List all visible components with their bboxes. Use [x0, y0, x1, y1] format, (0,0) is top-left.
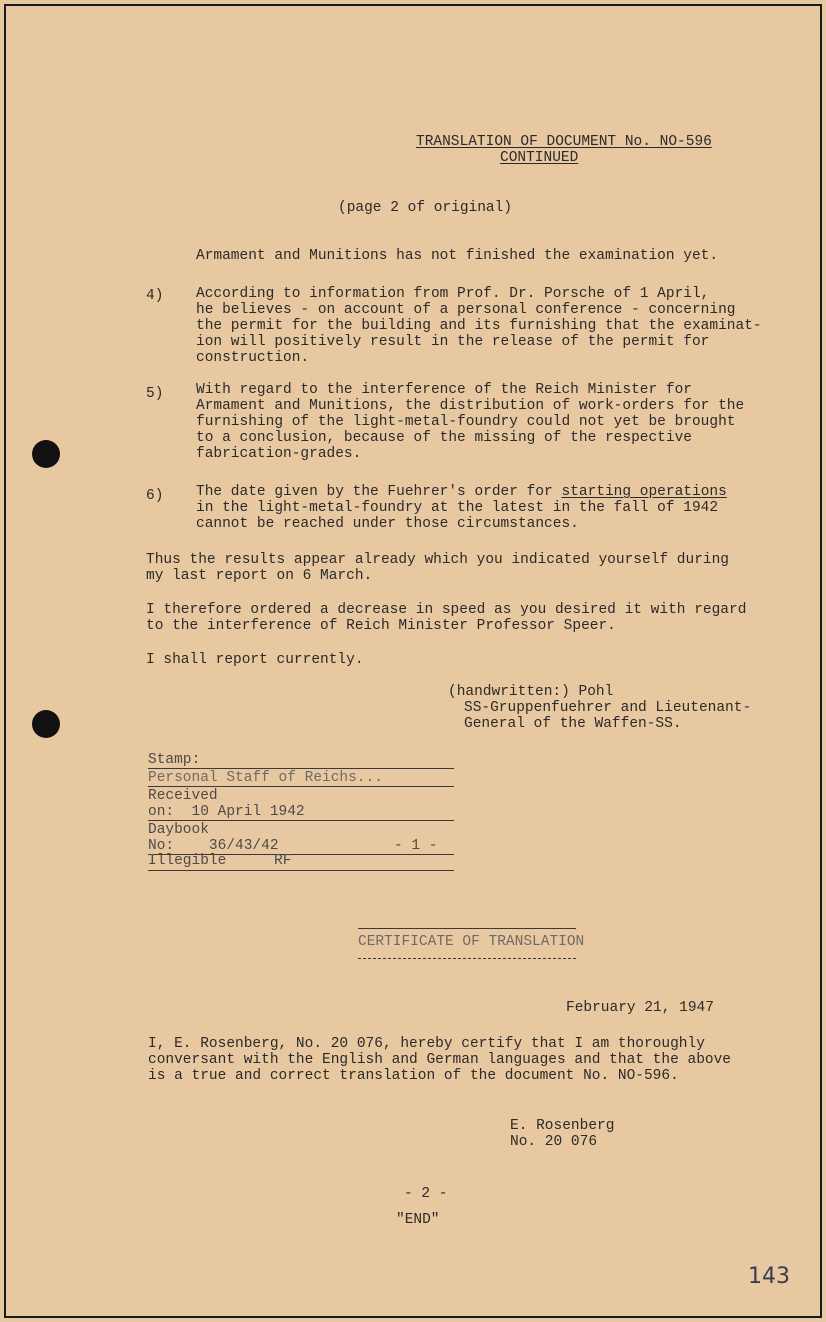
item-line: to a conclusion, because of the missing of the respective	[196, 430, 692, 446]
stamp-date: on: 10 April 1942	[148, 804, 305, 820]
stamp-received: Received	[148, 788, 218, 804]
item-line: furnishing of the light-metal-foundry could not yet be brought	[196, 414, 736, 430]
certificate-line: is a true and correct translation of the document No. NO-596.	[148, 1068, 679, 1084]
signature-line: General of the Waffen-SS.	[464, 716, 682, 732]
item-line: Armament and Munitions, the distribution of work-orders for the	[196, 398, 745, 414]
stamp-rule	[148, 768, 454, 769]
page-note: (page 2 of original)	[338, 200, 513, 216]
translator-name: E. Rosenberg	[510, 1118, 615, 1134]
item-line: fabrication-grades.	[196, 446, 362, 462]
certificate-rule	[358, 928, 576, 929]
stamp-illegible: Illegible	[148, 853, 227, 869]
item-line: cannot be reached under those circumstances.	[196, 516, 579, 532]
stamp-rule	[148, 786, 454, 787]
signature-line: (handwritten:) Pohl	[448, 684, 614, 700]
item-line: According to information from Prof. Dr. Porsche of 1 April,	[196, 286, 710, 302]
translator-number: No. 20 076	[510, 1134, 598, 1150]
item-line: construction.	[196, 350, 310, 366]
archive-number: 143	[748, 1264, 790, 1289]
certificate-line: conversant with the English and German languages and that the above	[148, 1052, 731, 1068]
certificate-title: CERTIFICATE OF TRANSLATION	[358, 934, 585, 950]
certificate-date: February 21, 1947	[566, 1000, 714, 1016]
underlined-phrase: starting operations	[561, 484, 727, 500]
item-number: 5)	[146, 386, 164, 402]
stamp-office: Personal Staff of Reichs...	[148, 770, 383, 786]
paragraph-line: to the interference of Reich Minister Professor Speer.	[146, 618, 616, 634]
stamp-label: Stamp:	[148, 752, 201, 768]
item-line-text: The date given by the Fuehrer's order for	[196, 484, 562, 500]
signature-line: SS-Gruppenfuehrer and Lieutenant-	[464, 700, 752, 716]
page-number: - 2 -	[404, 1186, 448, 1202]
stamp-initials: RF	[274, 853, 292, 869]
item-line: he believes - on account of a personal conference - concerning	[196, 302, 736, 318]
item-line: the permit for the building and its furnishing that the examinat-	[196, 318, 762, 334]
stamp-daybook: Daybook	[148, 822, 209, 838]
paragraph-line: Thus the results appear already which you indicated yourself during	[146, 552, 729, 568]
punch-hole	[32, 440, 60, 468]
certificate-rule	[358, 958, 576, 959]
punch-hole	[32, 710, 60, 738]
certificate-line: I, E. Rosenberg, No. 20 076, hereby certify that I am thoroughly	[148, 1036, 705, 1052]
paragraph-line: I therefore ordered a decrease in speed as you desired it with regard	[146, 602, 747, 618]
continued-label: CONTINUED	[500, 150, 579, 166]
stamp-rule	[148, 820, 454, 821]
item-line	[196, 484, 727, 500]
item-line: With regard to the interference of the Reich Minister for	[196, 382, 692, 398]
paragraph-line: I shall report currently.	[146, 652, 364, 668]
stamp-rule	[148, 870, 454, 871]
item-line: in the light-metal-foundry at the latest in the fall of 1942	[196, 500, 719, 516]
end-marker: "END"	[396, 1212, 440, 1228]
stamp-number-suffix: - 1 -	[394, 838, 438, 854]
item-line: ion will positively result in the release of the permit for	[196, 334, 710, 350]
intro-line: Armament and Munitions has not finished the examination yet.	[196, 248, 719, 264]
paragraph-line: my last report on 6 March.	[146, 568, 373, 584]
document-title: TRANSLATION OF DOCUMENT No. NO-596	[416, 134, 712, 150]
stamp-number: No: 36/43/42	[148, 838, 279, 854]
item-number: 6)	[146, 488, 164, 504]
item-number: 4)	[146, 288, 164, 304]
